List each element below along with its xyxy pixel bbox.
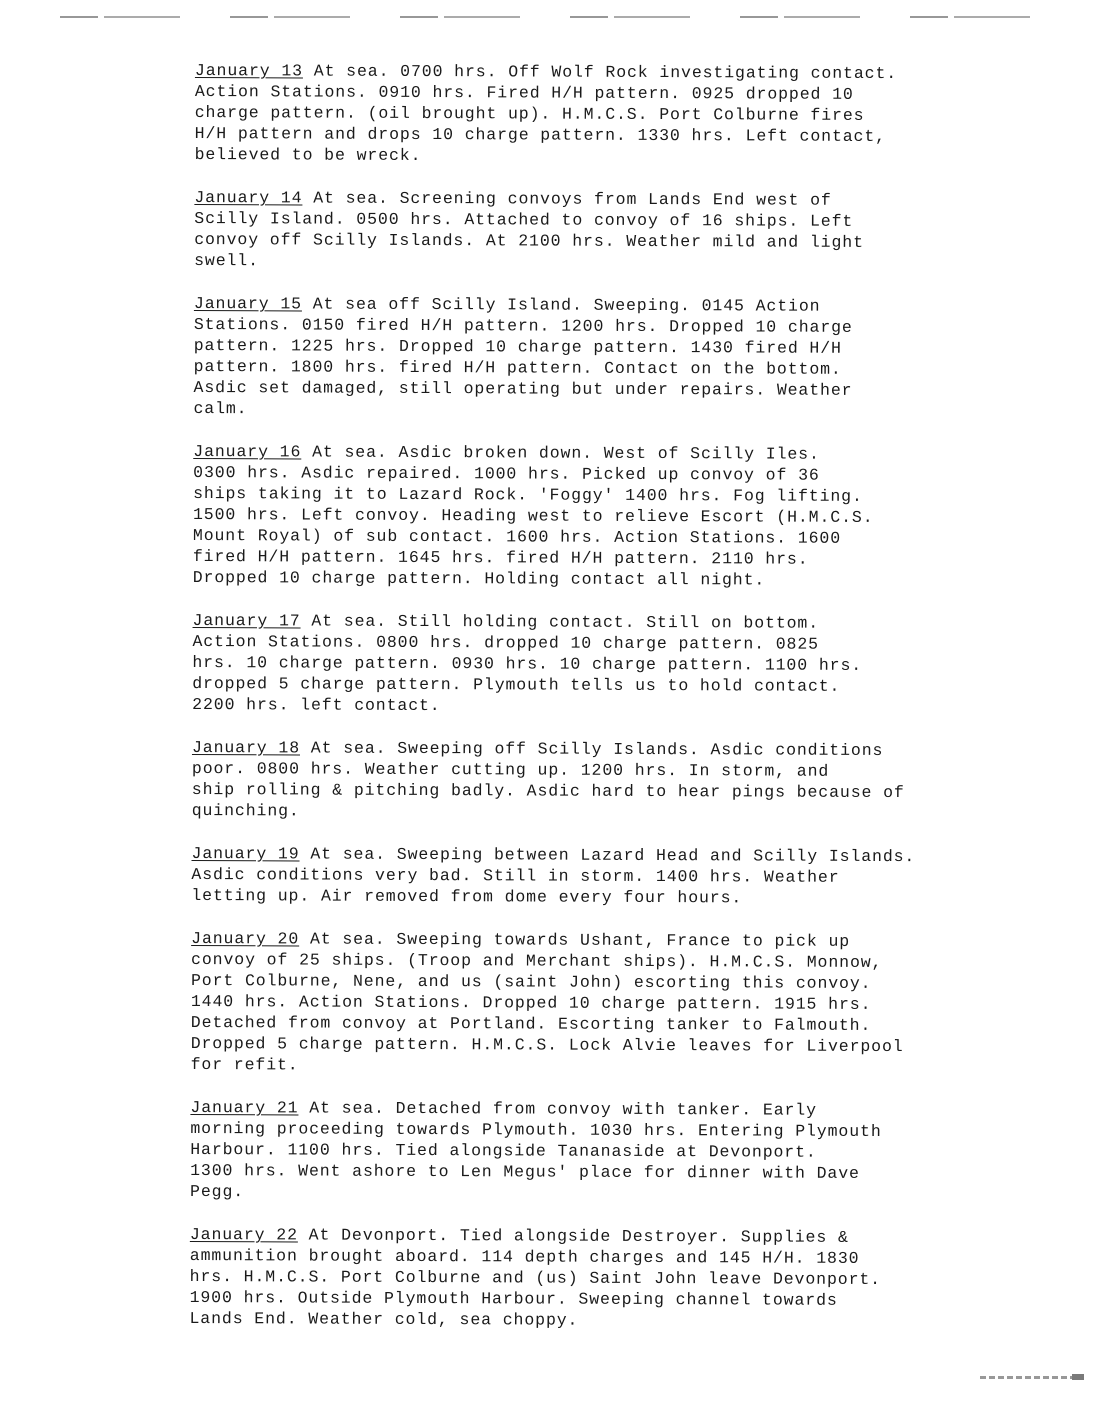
entry-date: January 13 <box>194 60 304 81</box>
entry-text: At sea. Sweeping towards Ushant, France to pick up convoy of 25 ships. (Troop and Merchant ships). H.M.C.S. Monnow, Port Colburne, Nene, and us (saint John) escorting this convoy. 1440 hrs. Action Stations. Dropped 10 charge pattern. 1915 hrs. Detached from convoy at Portland. Escorting tanker to Falmouth. Dropped 5 charge pattern. H.M.C.S. Lock Alvie leaves for Liverpool for refit. <box>190 929 904 1075</box>
entry-date: January 22 <box>189 1224 298 1245</box>
entry-date: January 19 <box>191 843 300 864</box>
diary-entry-jan-19 <box>191 843 1061 910</box>
diary-entry-jan-21 <box>190 1097 1060 1206</box>
entry-date: January 14 <box>194 187 303 208</box>
entry-text: At sea. Asdic broken down. West of Scilly Iles. 0300 hrs. Asdic repaired. 1000 hrs. Picked up convoy of 36 ships taking it to Lazard Rock. 'Foggy' 1400 hrs. Fog lifting. 1500 hrs. Left convoy. Heading west to relieve Escort (H.M.C.S. Mount Royal) of sub contact. 1600 hrs. Action Stations. 1600 fired H/H pattern. 1645 hrs. fired H/H pattern. 2110 hrs. Dropped 10 charge pattern. Holding contact all night. <box>192 442 874 590</box>
entry-text: At sea. Sweeping off Scilly Islands. Asdic conditions poor. 0800 hrs. Weather cutting up. 1200 hrs. In storm, and ship rolling & pitching badly. Asdic hard to hear pings because of quinching. <box>191 738 905 821</box>
entry-text: At sea. Detached from convoy with tanker. Early morning proceeding towards Plymouth. 1030 hrs. Entering Plymouth Harbour. 1100 hrs. Tied alongside Tananaside at Devonport. 1300 hrs. Went ashore to Len Megus' place for dinner with Dave Pegg. <box>190 1098 882 1202</box>
diary-entry-jan-15 <box>193 293 1064 423</box>
entry-text: At sea. Still holding contact. Still on bottom. Action Stations. 0800 hrs. dropped 10 charge pattern. 0825 hrs. 10 charge pattern. 0930 hrs. 10 charge pattern. 1100 hrs. dropped 5 charge pattern. Plymouth tells us to hold contact. 2200 hrs. left contact. <box>192 611 863 716</box>
entry-date: January 18 <box>191 737 301 758</box>
entry-text: At sea. Sweeping between Lazard Head and Scilly Islands. Asdic conditions very bad. Still in storm. 1400 hrs. Weather letting up. Air removed from dome every four hours. <box>191 844 916 908</box>
entry-date: January 15 <box>193 293 303 314</box>
diary-entry-jan-14 <box>194 187 1064 275</box>
diary-entry-jan-18 <box>192 737 1062 825</box>
entry-text: At sea off Scilly Island. Sweeping. 0145 Action Stations. 0150 fired H/H pattern. 1200 hrs. Dropped 10 charge pattern. 1225 hrs. Dropped 10 charge pattern. 1430 fired H/H pattern. 1800 hrs. fired H/H pattern. Contact on the bottom. Asdic set damaged, still operating but under repairs. Weather calm. <box>193 294 853 419</box>
entry-text: At sea. Screening convoys from Lands End west of Scilly Island. 0500 hrs. Attached to convoy of 16 ships. Left convoy off Scilly Islands. At 2100 hrs. Weather mild and light swell. <box>194 188 864 271</box>
diary-entry-jan-16 <box>193 441 1064 592</box>
entry-date: January 20 <box>191 928 300 949</box>
scan-edge-top <box>60 16 1060 18</box>
diary-entry-jan-20 <box>191 928 1062 1079</box>
diary-page <box>189 60 1065 1355</box>
entry-date: January 16 <box>193 441 302 462</box>
scan-edge-bottom <box>980 1376 1084 1379</box>
entry-text: At Devonport. Tied alongside Destroyer. Supplies & ammunition brought aboard. 114 depth charges and 145 H/H. 1830 hrs. H.M.C.S. Port Colburne and (us) Saint John leave Devonport. 1900 hrs. Outside Plymouth Harbour. Sweeping channel towards Lands End. Weather cold, sea choppy. <box>189 1225 882 1330</box>
entry-date: January 21 <box>190 1097 299 1118</box>
diary-entry-jan-17 <box>192 610 1062 719</box>
diary-entry-jan-22 <box>189 1224 1059 1333</box>
entry-date: January 17 <box>192 610 301 631</box>
diary-entry-jan-13 <box>195 60 1065 169</box>
entry-text: At sea. 0700 hrs. Off Wolf Rock investigating contact. Action Stations. 0910 hrs. Fired H/H pattern. 0925 dropped 10 charge pattern. (oil brought up). H.M.C.S. Port Colburne fires H/H pattern and drops 10 charge pattern. 1330 hrs. Left contact, believed to be wreck. <box>194 61 898 165</box>
